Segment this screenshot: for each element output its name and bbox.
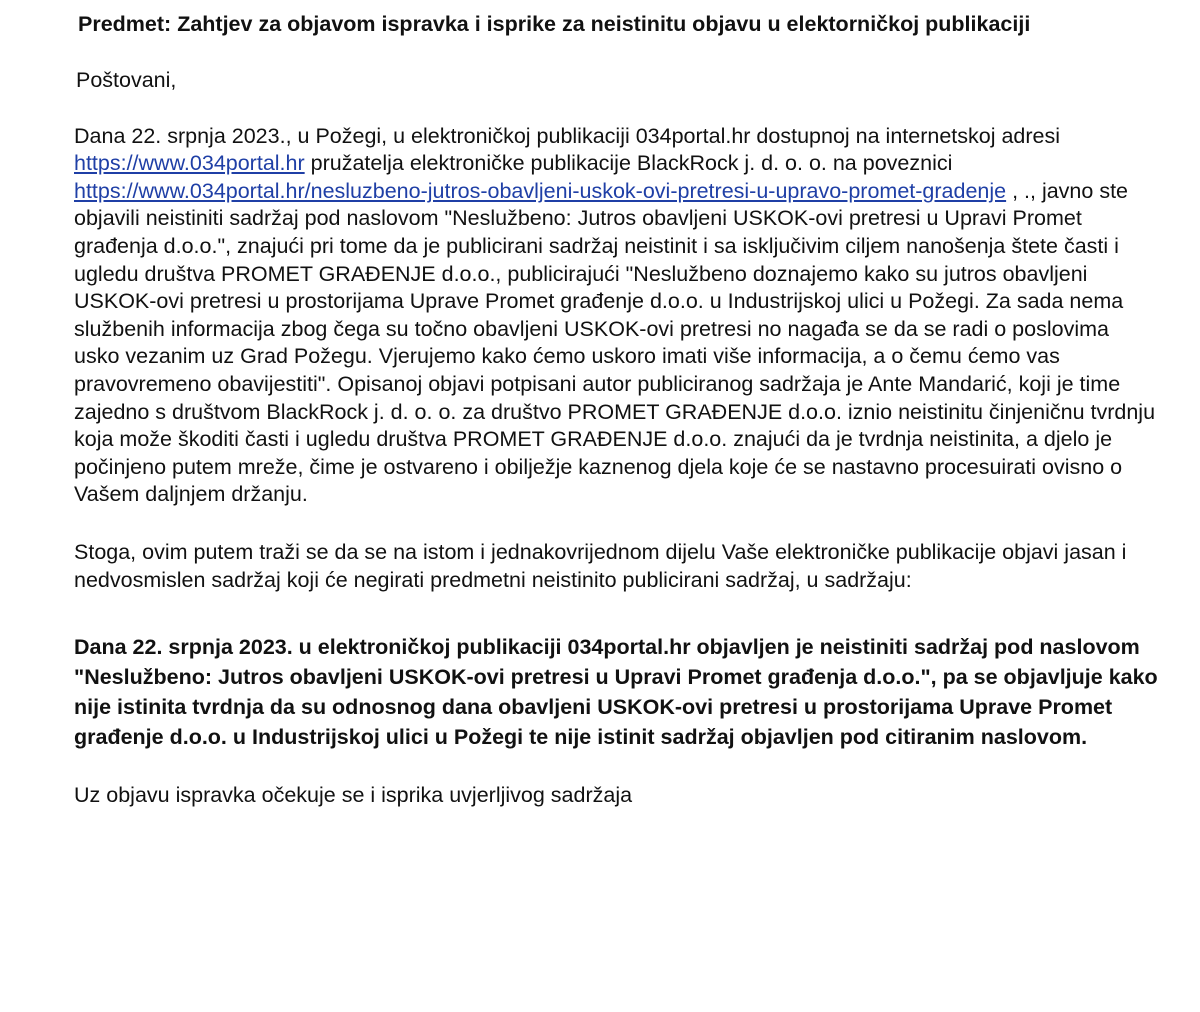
correction-text: Dana 22. srpnja 2023. u elektroničkoj publikaciji 034portal.hr objavljen je neistiniti sadržaj pod naslovom "Neslužbeno: Jutros obavljeni USKOK-ovi pretresi u Upravi Promet građenja d.o.o.", pa se objavljuje kako nije istinita tvrdnja da su odnosnog dana obavljeni USKOK-ovi pretresi u prostorijama Uprave Promet građenje d.o.o. u Industrijskoj ulici u Požegi te nije istinit sadržaj objavljen pod citiranim naslovom. <box>74 635 1158 750</box>
article-link[interactable]: https://www.034portal.hr/nesluzbeno-jutros-obavljeni-uskok-ovi-pretresi-u-upravo-promet-gradenje <box>74 178 1007 203</box>
closing-line: Uz objavu ispravka očekuje se i isprika uvjerljivog sadržaja <box>74 783 633 808</box>
subject-line <box>78 10 1159 39</box>
para1-text-3: , ., javno ste objavili neistiniti sadržaj pod naslovom "Neslužbeno: Jutros obavljeni USKOK-ovi pretresi u Upravi Promet građenja d.o.o.", znajući pri tome da je publicirani sadržaj neistinit i sa isključivim ciljem nanošenja štete časti i ugledu društva PROMET GRAĐENJE d.o.o., publicirajući "Neslužbeno doznajemo kako su jutros obavljeni USKOK-ovi pretresi u prostorijama Uprave Promet građenje d.o.o. u Industrijskoj ulici u Požegi. Za sada nema službenih informacija zbog čega su točno obavljeni USKOK-ovi pretresi no nagađa se da se radi o poslovima usko vezanim uz Grad Požegu. Vjerujemo kako ćemo uskoro imati više informacija, a o čemu ćemo vas pravovremeno obavijestiti". Opisanoj objavi potpisani autor publiciranog sadržaja je Ante Mandarić, koji je time zajedno s društvom BlackRock j. d. o. o. za društvo PROMET GRAĐENJE d.o.o. iznio neistinitu činjeničnu tvrdnju koja može škoditi časti i ugledu društva PROMET GRAĐENJE d.o.o. znajući da je tvrdnja neistinita, a djelo je počinjeno putem mreže, čime je ostvareno i obilježje kaznenog djela koje će se nastavno procesuirati ovisno o Vašem daljnjem držanju. <box>74 178 1156 507</box>
subject-label: Predmet: <box>78 12 172 36</box>
body-paragraph-1 <box>74 123 1159 509</box>
letter-page <box>74 10 1159 810</box>
subject-text: Zahtjev za objavom ispravka i isprike za neistinitu objavu u elektorničkoj publikaciji <box>177 12 1031 36</box>
portal-link[interactable]: https://www.034portal.hr <box>74 151 305 176</box>
para1-text-2: pružatelja elektroničke publikacije BlackRock j. d. o. o. na poveznici <box>304 151 953 176</box>
greeting: Poštovani, <box>76 68 177 92</box>
para1-text-1: Dana 22. srpnja 2023., u Požegi, u elektroničkoj publikaciji 034portal.hr dostupnoj na internetskoj adresi <box>74 123 1061 148</box>
body-paragraph-2: Stoga, ovim putem traži se da se na istom i jednakovrijednom dijelu Vaše elektroničke publikacije objavi jasan i nedvosmislen sadržaj koji će negirati predmetni neistinito publicirani sadržaj, u sadržaju: <box>74 539 1127 592</box>
